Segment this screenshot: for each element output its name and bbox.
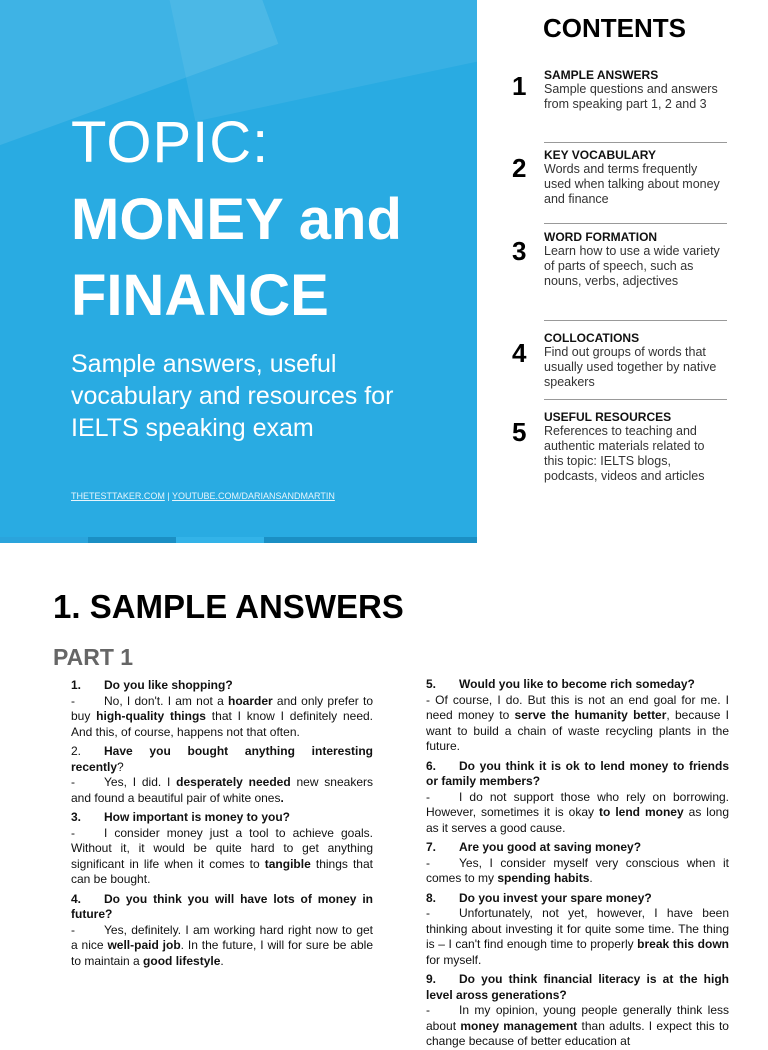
answer-text: . [589, 871, 593, 885]
contents-description: References to teaching and authentic materials related to this topic: IELTS blogs, podcasts, videos and articles [544, 424, 705, 483]
answer-text: I consider money just a tool to achieve goals. Without it, it would be quite hard to get anything significant in life when it comes to [71, 825, 373, 871]
youtube-link[interactable]: YOUTUBE.COM/DARIANSANDMARTIN [172, 491, 335, 501]
answer-dash: - [71, 922, 75, 937]
banner-links [71, 491, 335, 501]
contents-divider [544, 223, 727, 224]
topic-title-line2: FINANCE [71, 263, 329, 328]
answer-keyword: desperately needed [176, 775, 291, 789]
answer-text: for myself. [426, 952, 482, 967]
answer-text: Yes, definitely. I am working hard right now to get a nice [71, 922, 373, 952]
answer-text: Yes, I consider myself very conscious when it comes to my [426, 855, 729, 885]
contents-heading: COLLOCATIONS [544, 331, 640, 345]
question-number: 1. [71, 678, 82, 692]
contents-number: 3 [512, 236, 527, 266]
question [426, 677, 729, 693]
answer-keyword: . [280, 790, 284, 805]
answer [426, 790, 729, 837]
question-mark: ? [117, 759, 124, 774]
answer-keyword: hoarder [227, 693, 273, 708]
strip-segment [0, 537, 88, 543]
answer-text: . [220, 953, 224, 968]
contents-heading: USEFUL RESOURCES [544, 410, 672, 424]
answer-text: - Of course, I do. But this is not an end goal for me. I need money to [426, 692, 729, 722]
link-separator: | [167, 491, 170, 501]
question [71, 678, 373, 694]
answer [71, 826, 373, 888]
question-text: Do you like shopping? [104, 678, 233, 692]
answer-dash: - [71, 693, 75, 708]
question [426, 972, 729, 1003]
banner-shade-decoration [154, 0, 606, 121]
question [71, 744, 373, 775]
contents-heading: KEY VOCABULARY [544, 148, 657, 162]
question-number: 9. [426, 972, 437, 986]
question [426, 840, 729, 856]
answer [426, 906, 729, 968]
answer-dash: - [426, 906, 430, 920]
contents-text [544, 410, 726, 484]
contents-text [544, 230, 726, 289]
answer-text: than adults. I expect this to change because of better education at [426, 1018, 729, 1048]
answer [426, 693, 729, 755]
answer-keyword: break this down [637, 937, 729, 951]
answer-text: , because I want to build a chain of waste recycling plants in the future. [426, 708, 729, 753]
answer-text: Unfortunately, not yet, however, I have been thinking about investing it for quite some time. The thing is – I can't find enough time to properly [426, 906, 729, 951]
contents-number: 2 [512, 153, 527, 183]
answer-dash: - [426, 855, 430, 870]
question-number: 5. [426, 677, 437, 691]
answer-keyword: good lifestyle [143, 953, 221, 968]
question-text: Do you invest your spare money? [459, 890, 652, 905]
strip-segment [176, 537, 264, 543]
answer-text: and only prefer to buy [71, 693, 373, 723]
answer-text: Yes, I did. I [104, 775, 177, 789]
answer-dash: - [426, 1003, 430, 1017]
question-number: 3. [71, 810, 82, 824]
section-title: 1. SAMPLE ANSWERS [53, 588, 404, 625]
contents-divider [544, 399, 727, 400]
answer-text: . In the future, I will for sure be able to maintain a [71, 938, 374, 968]
answer-text: I do not support those who rely on borrowing. However, sometimes it is okay [426, 789, 729, 819]
answer-keyword: tangible [264, 856, 311, 871]
answer-text: things that can be bought. [71, 856, 373, 886]
answer-text: that I know I definitely need. And this, of course, happens not that often. [71, 709, 373, 739]
question-text: Do you think it is ok to lend money to friends or family members? [426, 758, 729, 788]
answer-text: In my opinion, young people generally think less about [426, 1003, 729, 1033]
answer-keyword: money management [460, 1018, 578, 1033]
topic-label: TOPIC: [71, 110, 270, 175]
question-number: 2. [71, 744, 82, 758]
answer [71, 694, 373, 741]
question [71, 892, 373, 923]
part-title: PART 1 [53, 644, 134, 670]
contents-title: CONTENTS [543, 13, 686, 43]
topic-title-line1: MONEY and [71, 187, 402, 252]
contents-description: Learn how to use a wide variety of parts of speech, such as nouns, verbs, adjectives [544, 244, 720, 288]
question-text: Would you like to become rich someday? [459, 677, 695, 691]
question-number: 7. [426, 840, 437, 854]
question-text: Do you think you will have lots of money in future? [71, 891, 373, 921]
answer-text: No, I don't. I am not a [104, 693, 228, 708]
question-text: Have you bought anything interesting recently [71, 744, 373, 774]
answer-dash: - [71, 775, 75, 789]
answer [426, 1003, 729, 1050]
banner-bottom-strip [0, 537, 477, 543]
question-number: 4. [71, 891, 82, 906]
contents-text [544, 148, 726, 207]
contents-divider [544, 142, 727, 143]
contents-heading: SAMPLE ANSWERS [544, 68, 659, 82]
contents-description: Find out groups of words that usually used together by native speakers [544, 345, 717, 389]
question-text: Are you good at saving money? [459, 840, 642, 854]
answer-keyword: spending habits [497, 871, 590, 885]
qa-column-right [426, 675, 729, 1048]
question-text: How important is money to you? [104, 810, 291, 824]
answer-dash: - [426, 789, 430, 804]
topic-subtitle: Sample answers, useful vocabulary and resources for IELTS speaking exam [71, 350, 394, 442]
contents-description: Sample questions and answers from speaking part 1, 2 and 3 [544, 82, 718, 111]
answer-keyword: serve the humanity better [514, 708, 667, 722]
answer-text: as long as it serves a good cause. [426, 805, 729, 835]
answer-text: new sneakers and found a beautiful pair of white ones [71, 775, 374, 805]
contents-number: 4 [512, 338, 527, 368]
answer-keyword: high-quality things [96, 709, 206, 723]
thetesttaker-link[interactable]: THETESTTAKER.COM [71, 491, 165, 501]
question [71, 810, 373, 826]
answer-dash: - [71, 825, 75, 840]
contents-number: 5 [512, 417, 527, 447]
answer [71, 923, 373, 970]
question-text: Do you think financial literacy is at the high level aross generations? [426, 972, 729, 1002]
question [426, 891, 729, 907]
answer [426, 856, 729, 887]
qa-column-left [71, 676, 373, 973]
contents-text [544, 68, 726, 112]
cover-banner [0, 0, 477, 543]
contents-number: 1 [512, 71, 527, 101]
topic-title [71, 182, 471, 334]
contents-heading: WORD FORMATION [544, 230, 658, 244]
contents-description: Words and terms frequently used when talking about money and finance [544, 162, 720, 206]
answer-keyword: well-paid job [107, 938, 181, 952]
question-number: 8. [426, 890, 437, 905]
answer [71, 775, 373, 806]
question-number: 6. [426, 758, 437, 773]
answer-keyword: to lend money [599, 805, 684, 819]
question [426, 759, 729, 790]
contents-divider [544, 320, 727, 321]
contents-text [544, 331, 726, 390]
